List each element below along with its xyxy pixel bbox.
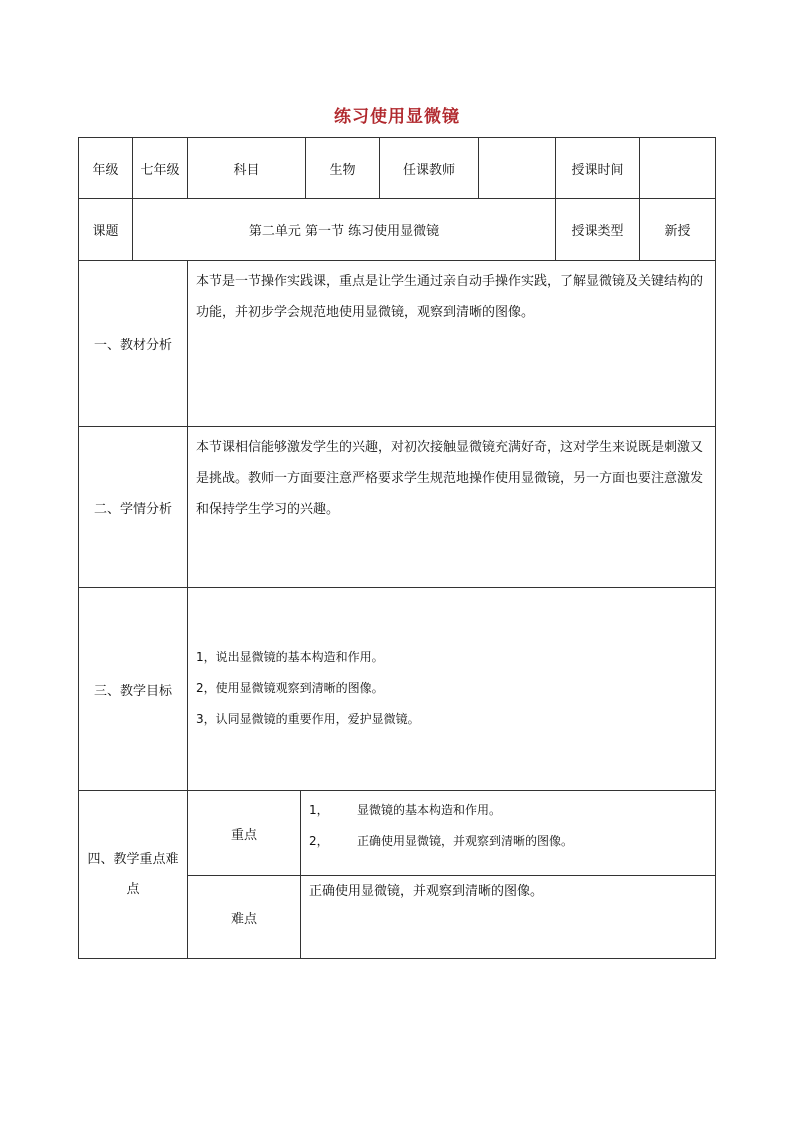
time-value-cell [640, 137, 716, 199]
grade-label-cell [78, 137, 133, 199]
goal-item: 3，认同显微镜的重要作用，爱护显微镜。 [196, 712, 420, 726]
difficulty-text: 正确使用显微镜，并观察到清晰的图像。 [309, 884, 544, 899]
subject-label-cell [188, 137, 306, 199]
grade-label: 年级 [92, 162, 119, 178]
key-label-cell [188, 791, 301, 876]
goal-item: 1，说出显微镜的基本构造和作用。 [196, 650, 384, 664]
learner-text-cell [188, 427, 716, 588]
material-text: 本节是一节操作实践课，重点是让学生通过亲自动手操作实践，了解显微镜及关键结构的功能，并初步学会规范地使用显微镜，观察到清晰的图像。 [196, 274, 704, 320]
key-point-text: 显微镜的基本构造和作用。 [357, 803, 502, 817]
teacher-label: 任课教师 [402, 162, 455, 178]
topic-value: 第二单元 第一节 练习使用显微镜 [248, 224, 440, 239]
material-label: 一、教材分析 [93, 338, 172, 353]
type-label: 授课类型 [571, 224, 624, 239]
key-point-row [309, 795, 709, 826]
focus-label-cell [78, 791, 188, 959]
type-value-cell [640, 199, 716, 261]
teacher-label-cell [380, 137, 479, 199]
focus-label: 四、教学重点难点 [87, 851, 179, 897]
learner-label-cell [78, 427, 188, 588]
time-label: 授课时间 [571, 162, 624, 178]
subject-value-cell [306, 137, 380, 199]
teacher-value-cell [479, 137, 556, 199]
type-value: 新授 [664, 224, 691, 239]
learner-text: 本节课相信能够激发学生的兴趣，对初次接触显微镜充满好奇，这对学生来说既是刺激又是挑战。教师一方面要注意严格要求学生规范地操作使用显微镜，另一方面也要注意激发和保持学生学习的兴趣。 [196, 440, 704, 517]
grade-value-cell [133, 137, 188, 199]
subject-label: 科目 [233, 162, 260, 178]
difficulty-text-cell [301, 876, 716, 959]
material-label-cell [78, 261, 188, 427]
key-point-number: 2， [309, 834, 329, 848]
document-title: 练习使用显微镜 [334, 107, 460, 127]
time-label-cell [556, 137, 640, 199]
key-point-text: 正确使用显微镜，并观察到清晰的图像。 [357, 834, 574, 848]
goal-item: 2，使用显微镜观察到清晰的图像。 [196, 681, 384, 695]
key-point-row [309, 826, 709, 857]
learner-label: 二、学情分析 [93, 501, 172, 517]
material-text-cell [188, 261, 716, 427]
type-label-cell [556, 199, 640, 261]
subject-value: 生物 [329, 162, 356, 178]
goals-label: 三、教学目标 [93, 683, 172, 699]
difficulty-label-cell [188, 876, 301, 959]
topic-label-cell [78, 199, 133, 261]
key-point-number: 1， [309, 803, 329, 817]
goals-label-cell [78, 588, 188, 791]
grade-value: 七年级 [140, 162, 180, 178]
key-points-cell [301, 791, 716, 876]
key-label: 重点 [230, 827, 257, 843]
difficulty-label: 难点 [230, 911, 257, 927]
topic-value-cell [133, 199, 556, 261]
topic-label: 课题 [92, 224, 119, 239]
goals-list-cell [188, 588, 716, 791]
